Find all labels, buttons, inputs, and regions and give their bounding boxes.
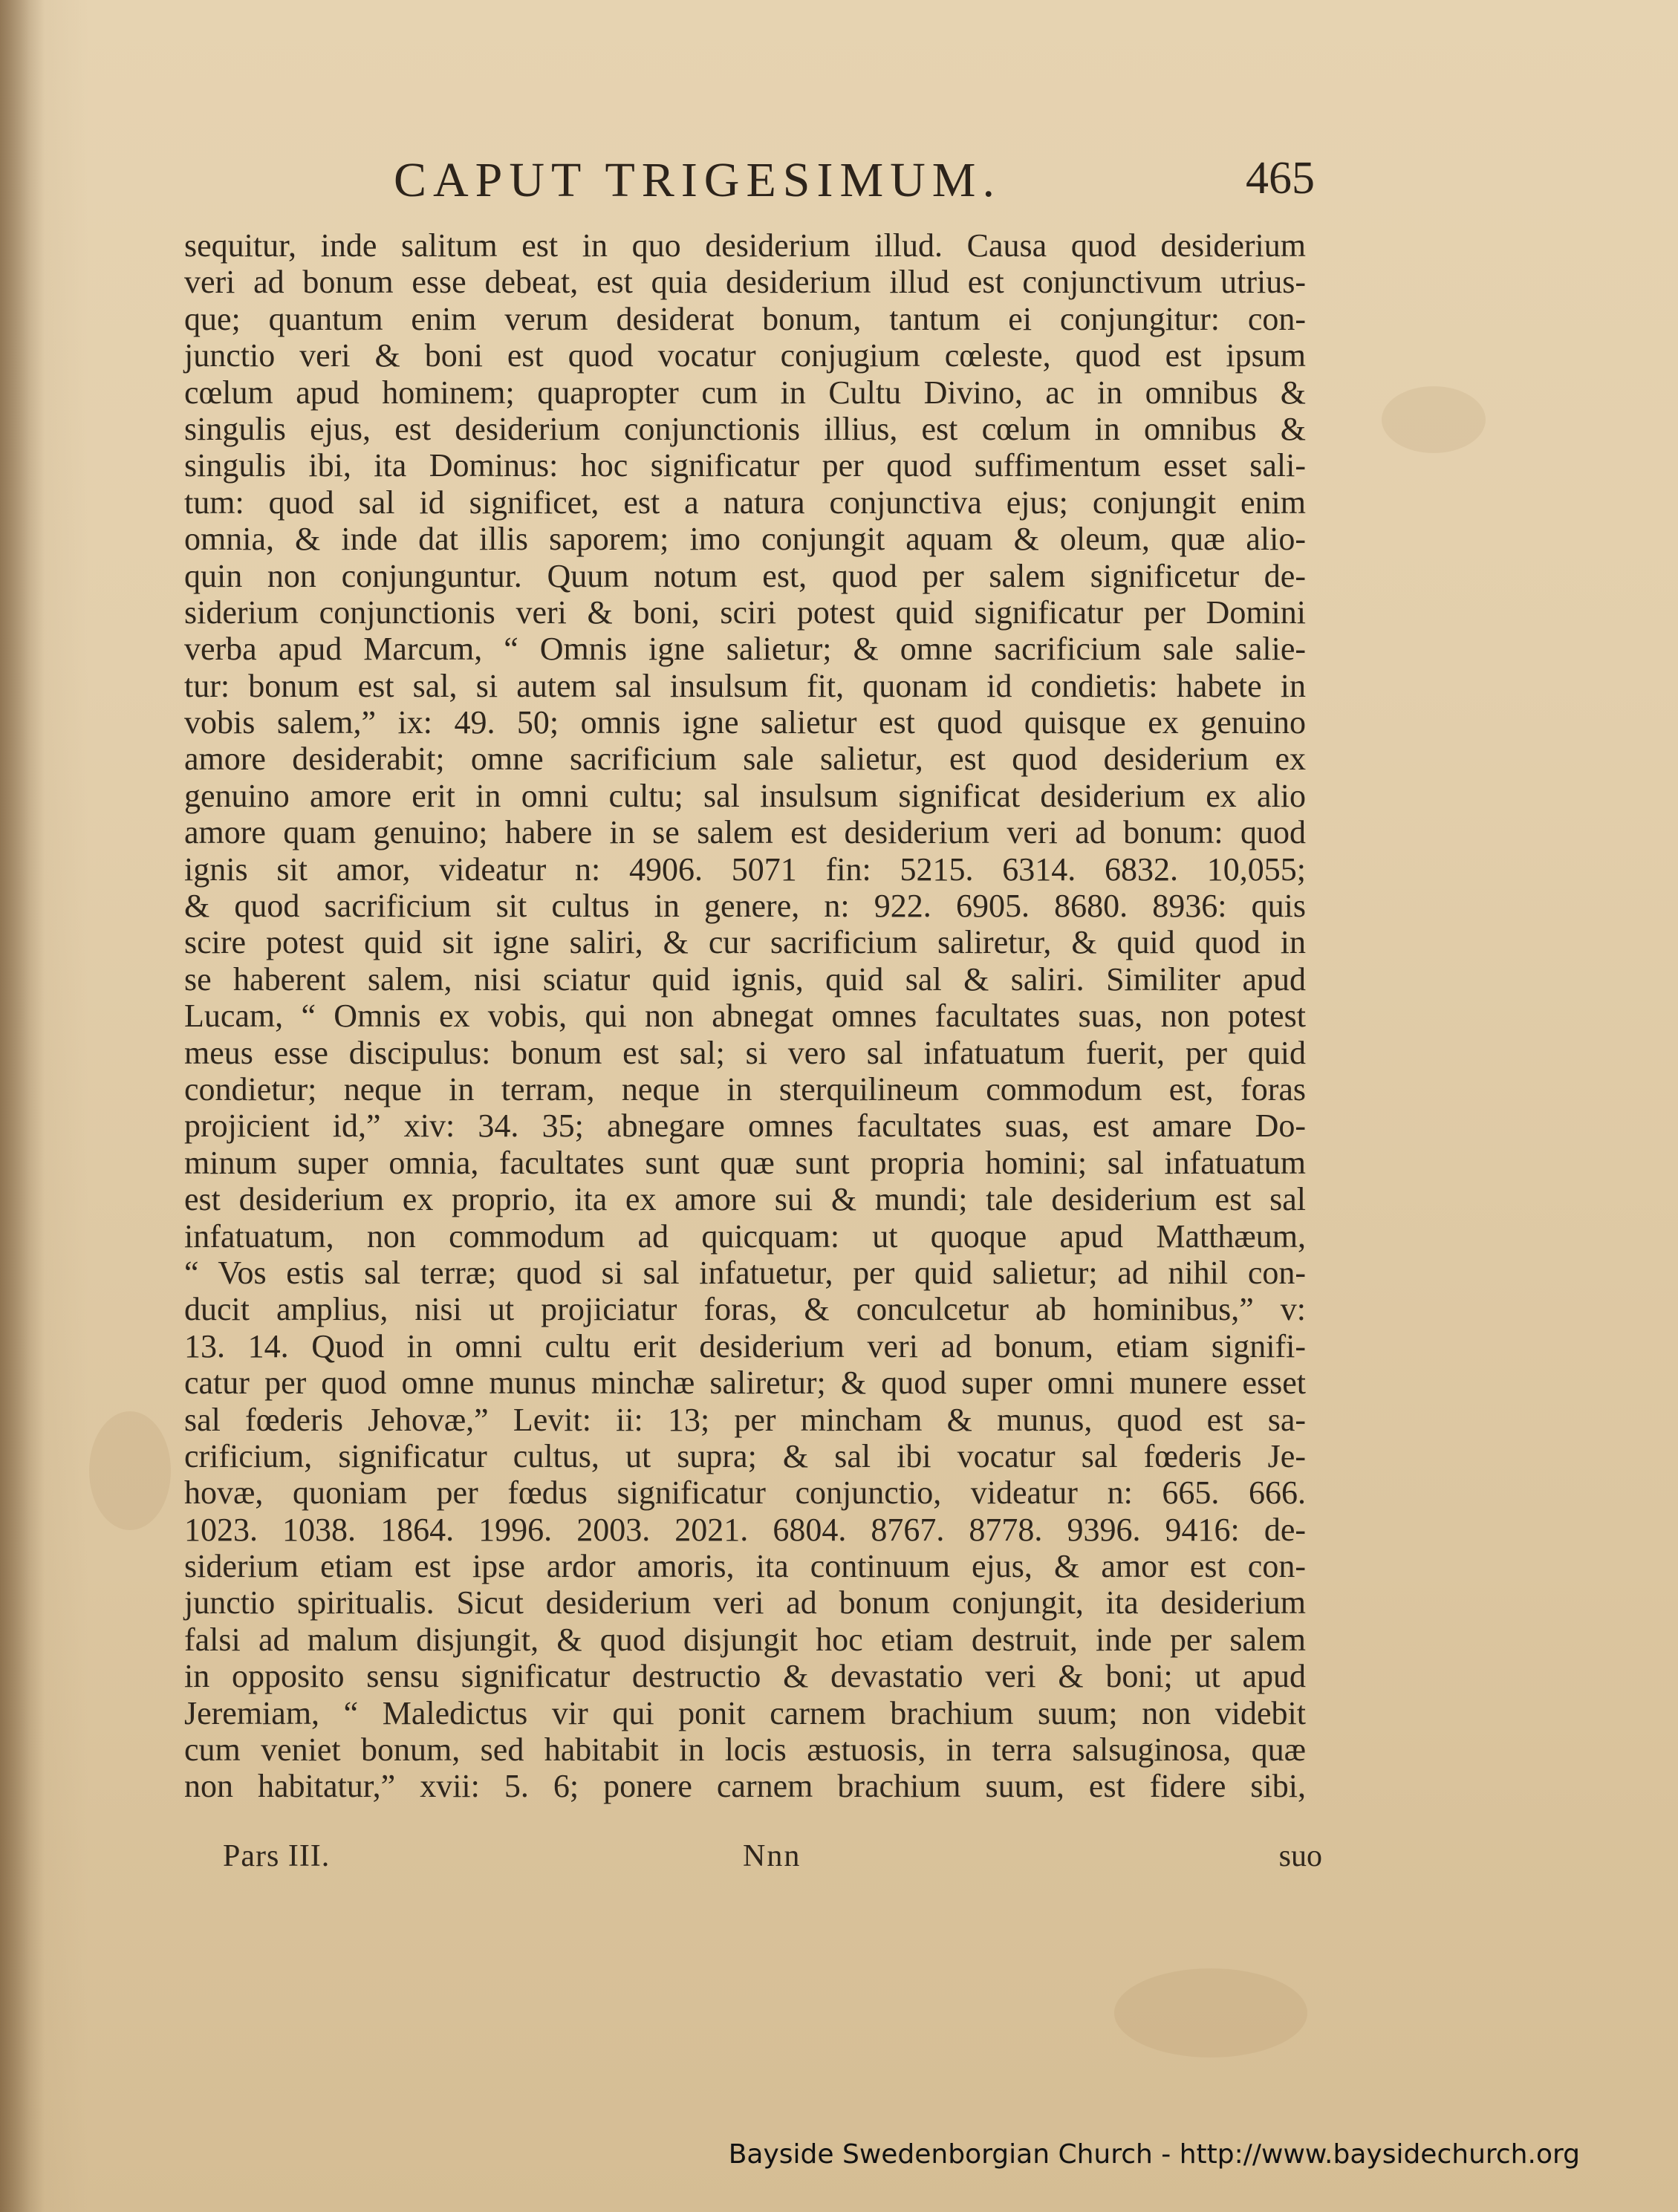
text-line: siderium conjunctionis veri & boni, sciri potest quid significatur per Domini: [184, 593, 1306, 631]
paper-stain: [89, 1411, 171, 1530]
watermark-text: Bayside Swedenborgian Church - http://www.baysidechurch.org: [728, 2139, 1580, 2170]
text-line: amore desiderabit; omne sacrificium sale salietur, est quod desiderium ex: [184, 741, 1306, 778]
text-line: crificium, significatur cultus, ut supra; & sal ibi vocatur sal fœderis Je-: [184, 1437, 1306, 1474]
text-line: Lucam, “ Omnis ex vobis, qui non abnegat omnes facultates suas, non potest: [184, 998, 1306, 1035]
signature-letters: Nnn: [743, 1839, 801, 1873]
text-line: tur: bonum est sal, si autem sal insulsum fit, quonam id condietis: habete in: [184, 667, 1306, 704]
body-text: [184, 227, 1306, 1805]
text-line: Jeremiam, “ Maledictus vir qui ponit carnem brachium suum; non videbit: [184, 1694, 1306, 1731]
text-line: 13. 14. Quod in omni cultu erit desiderium veri ad bonum, etiam signifi-: [184, 1327, 1306, 1364]
text-line: omnia, & inde dat illis saporem; imo conjungit aquam & oleum, quæ alio-: [184, 521, 1306, 558]
spine-shadow: [0, 0, 45, 2212]
text-line: singulis ibi, ita Dominus: hoc significatur per quod suffimentum esset sali-: [184, 447, 1306, 484]
text-line: sal fœderis Jehovæ,” Levit: ii: 13; per mincham & munus, quod est sa-: [184, 1401, 1306, 1438]
text-line: singulis ejus, est desiderium conjunctionis illius, est cœlum in omnibus &: [184, 410, 1306, 447]
text-line: ignis sit amor, videatur n: 4906. 5071 fin: 5215. 6314. 6832. 10,055;: [184, 850, 1306, 888]
text-line: catur per quod omne munus minchæ saliretur; & quod super omni munere esset: [184, 1364, 1306, 1402]
text-line: “ Vos estis sal terræ; quod si sal infatuetur, per quid salietur; ad nihil con-: [184, 1254, 1306, 1291]
text-line: se haberent salem, nisi sciatur quid ignis, quid sal & saliri. Similiter apud: [184, 960, 1306, 998]
text-line: siderium etiam est ipse ardor amoris, ita continuum ejus, & amor est con-: [184, 1548, 1306, 1585]
text-line: quin non conjunguntur. Quum notum est, quod per salem significetur de-: [184, 557, 1306, 594]
text-line: in opposito sensu significatur destructio & devastatio veri & boni; ut apud: [184, 1658, 1306, 1695]
page-number: 465: [1246, 153, 1315, 204]
text-line: hovæ, quoniam per fœdus significatur conjunctio, videatur n: 665. 666.: [184, 1474, 1306, 1512]
text-line: tum: quod sal id significet, est a natura conjunctiva ejus; conjungit enim: [184, 484, 1306, 521]
text-line: minum super omnia, facultates sunt quæ sunt propria homini; sal infatuatum: [184, 1144, 1306, 1181]
text-line: meus esse discipulus: bonum est sal; si vero sal infatuatum fuerit, per quid: [184, 1034, 1306, 1071]
text-line: amore quam genuino; habere in se salem est desiderium veri ad bonum: quod: [184, 814, 1306, 851]
text-line: junctio spiritualis. Sicut desiderium veri ad bonum conjungit, ita desiderium: [184, 1584, 1306, 1621]
text-line: cum veniet bonum, sed habitabit in locis æstuosis, in terra salsuginosa, quæ: [184, 1731, 1306, 1769]
text-line: falsi ad malum disjungit, & quod disjungit hoc etiam destruit, inde per salem: [184, 1621, 1306, 1658]
text-line: non habitatur,” xvii: 5. 6; ponere carnem brachium suum, est fidere sibi,: [184, 1768, 1306, 1805]
text-line: scire potest quid sit igne saliri, & cur sacrificium saliretur, & quid quod in: [184, 924, 1306, 961]
text-line: verba apud Marcum, “ Omnis igne salietur; & omne sacrificium sale salie-: [184, 631, 1306, 668]
text-line: projicient id,” xiv: 34. 35; abnegare omnes facultates suas, est amare Do-: [184, 1107, 1306, 1145]
text-line: ducit amplius, nisi ut projiciatur foras, & conculcetur ab hominibus,” v:: [184, 1291, 1306, 1328]
text-line: 1023. 1038. 1864. 1996. 2003. 2021. 6804. 8767. 8778. 9396. 9416: de-: [184, 1511, 1306, 1548]
page-header: [394, 152, 1315, 219]
text-line: junctio veri & boni est quod vocatur conjugium cœleste, quod est ipsum: [184, 337, 1306, 374]
text-line: est desiderium ex proprio, ita ex amore sui & mundi; tale desiderium est sal: [184, 1181, 1306, 1218]
text-line: cœlum apud hominem; quapropter cum in Cultu Divino, ac in omnibus &: [184, 374, 1306, 411]
paper-stain: [1382, 386, 1486, 453]
text-line: vobis salem,” ix: 49. 50; omnis igne salietur est quod quisque ex genuino: [184, 704, 1306, 741]
paper-stain: [1114, 1968, 1307, 2058]
page-footer: [223, 1838, 1322, 1883]
text-line: infatuatum, non commodum ad quicquam: ut quoque apud Matthæum,: [184, 1217, 1306, 1255]
text-line: sequitur, inde salitum est in quo desiderium illud. Causa quod desiderium: [184, 227, 1306, 264]
text-line: que; quantum enim verum desiderat bonum, tantum ei conjungitur: con-: [184, 300, 1306, 337]
signature-mark: Pars III.: [223, 1839, 331, 1873]
running-title: CAPUT TRIGESIMUM.: [394, 153, 1001, 207]
text-line: & quod sacrificium sit cultus in genere, n: 922. 6905. 8680. 8936: quis: [184, 888, 1306, 925]
text-line: genuino amore erit in omni cultu; sal insulsum significat desiderium ex alio: [184, 777, 1306, 814]
text-line: condietur; neque in terram, neque in sterquilineum commodum est, foras: [184, 1070, 1306, 1107]
text-line: veri ad bonum esse debeat, est quia desiderium illud est conjunctivum utrius-: [184, 264, 1306, 301]
catchword: suo: [1278, 1839, 1322, 1873]
